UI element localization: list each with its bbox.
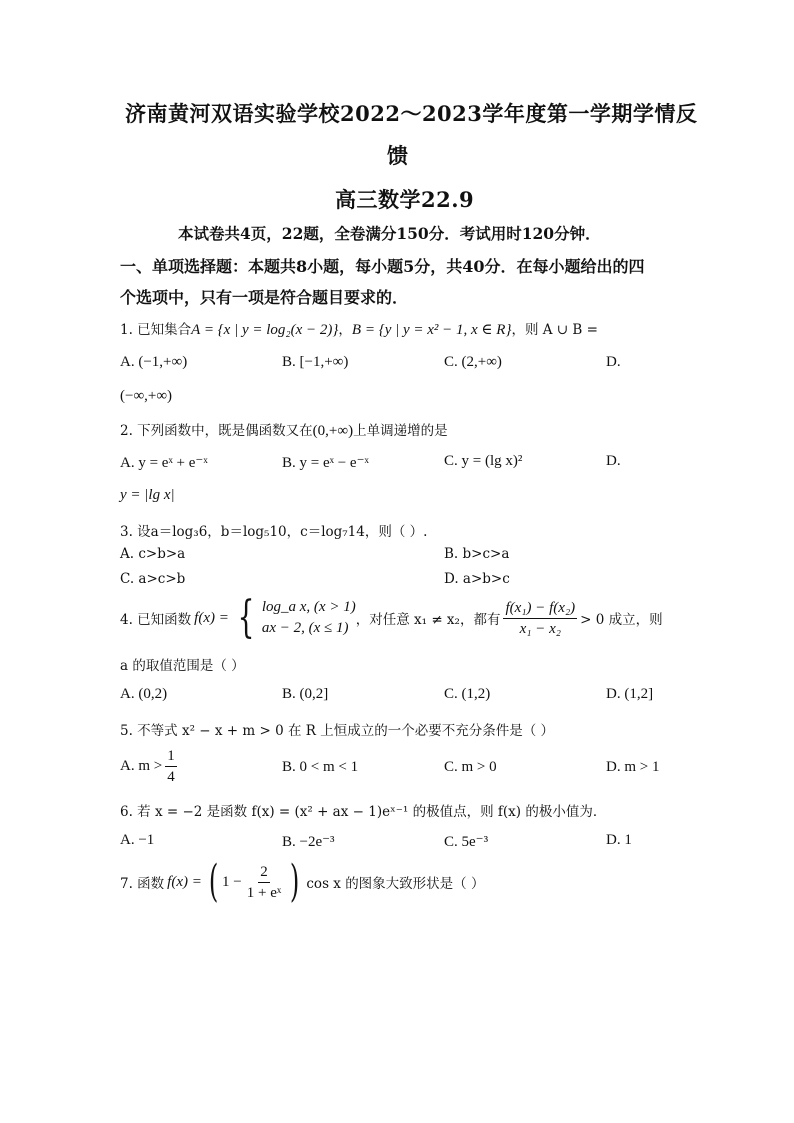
right-paren-icon: ): [290, 856, 300, 907]
q6-option-d: D. 1: [606, 832, 632, 848]
question-3: 3. 设a＝log₃6，b＝log₅10，c＝log₇14，则（ ）.: [120, 524, 428, 540]
q4-middle: ，对任意 x₁ ≠ x₂，都有: [355, 612, 501, 628]
q3-option-c: C. a>c>b: [120, 571, 186, 587]
q1-set-a: A = {x | y = log₂(x − 2)}: [191, 322, 339, 338]
section-heading-line1: 一、单项选择题：本题共8小题，每小题5分，共40分．在每小题给出的四: [120, 257, 645, 276]
q6-option-a: A. −1: [120, 832, 155, 848]
q1-option-a: A. (−1,+∞): [120, 354, 188, 370]
q5-option-a-prefix: A. m >: [120, 758, 163, 774]
q4-option-a: A. (0,2): [120, 686, 168, 702]
question-6: 6. 若 x = −2 是函数 f(x) = (x² + ax − 1)eˣ⁻¹ 的极值点，则 f(x) 的极小值为．: [120, 804, 607, 820]
q5-option-a-fraction: [165, 747, 177, 786]
q7-suffix: cos x 的图象大致形状是（ ）: [306, 876, 485, 892]
q4-case-1: log_a x, (x > 1): [261, 599, 356, 615]
q4-fx: f(x) =: [194, 609, 229, 626]
question-4: [120, 592, 663, 643]
section-heading-line2: 个选项中，只有一项是符合题目要求的．: [120, 288, 409, 307]
q3-option-b: B. b>c>a: [444, 546, 510, 562]
q1-option-d-value: (−∞,+∞): [120, 388, 173, 404]
q4-line2: a 的取值范围是（ ）: [120, 658, 245, 674]
q4-frac-den: x₁ − x₂: [519, 620, 561, 637]
question-1: [120, 318, 598, 339]
q4-option-b: B. (0,2]: [282, 686, 329, 702]
q2-option-d: D.: [606, 453, 621, 469]
q1-comma: ，: [338, 322, 352, 338]
q4-option-d: D. (1,2]: [606, 686, 654, 702]
q2-option-d-value: y = |lg x|: [120, 487, 175, 503]
q1-prefix: 1. 已知集合: [120, 322, 192, 338]
q2-option-c: C. y = (lg x)²: [444, 453, 523, 469]
q2-stem-a: 2. 下列函数中，既是偶函数又在: [120, 423, 313, 439]
q4-case-2: ax − 2, (x ≤ 1): [261, 620, 349, 636]
q7-fraction: [245, 863, 283, 902]
exam-title-line2: 馈: [387, 143, 409, 168]
q4-prefix: 4. 已知函数: [120, 612, 192, 628]
q2-option-b: B. y = eˣ − e⁻ˣ: [282, 455, 369, 471]
exam-info: 本试卷共4页，22题，全卷满分150分．考试用时120分钟．: [178, 224, 601, 243]
q4-fraction: [503, 599, 577, 638]
q4-suffix: > 0 成立，则: [580, 612, 663, 628]
q7-frac-den: 1 + eˣ: [246, 884, 282, 901]
q5-option-a: [120, 747, 180, 786]
q2-interval: (0,+∞): [312, 423, 354, 439]
question-7: [120, 856, 485, 907]
q7-prefix: 7. 函数: [120, 876, 165, 892]
q4-option-c: C. (1,2): [444, 686, 491, 702]
exam-title-line1: 济南黄河双语实验学校2022～2023学年度第一学期学情反: [125, 101, 698, 126]
q4-frac-num: f(x₁) − f(x₂): [503, 599, 577, 619]
q2-option-a: A. y = eˣ + e⁻ˣ: [120, 455, 208, 471]
q1-suffix: ，则 A ∪ B =: [511, 322, 598, 338]
q3-option-d: D. a>b>c: [444, 571, 510, 587]
q1-set-b: B = {y | y = x² − 1, x ∈ R}: [351, 322, 512, 338]
left-paren-icon: (: [208, 856, 219, 907]
q5-option-b: B. 0 < m < 1: [282, 759, 359, 775]
q2-stem-b: 上单调递增的是: [353, 423, 448, 439]
question-5: 5. 不等式 x² − x + m > 0 在 R 上恒成立的一个必要不充分条件是（ ）: [120, 723, 555, 739]
q7-frac-num: 2: [258, 863, 270, 883]
q5-option-c: C. m > 0: [444, 759, 497, 775]
q5-option-d: D. m > 1: [606, 759, 660, 775]
q6-option-b: B. −2e⁻³: [282, 834, 335, 850]
q7-one-minus: 1 −: [222, 873, 242, 890]
q1-option-c: C. (2,+∞): [444, 354, 502, 370]
q5-frac-num: 1: [165, 747, 177, 767]
q1-option-b: B. [−1,+∞): [282, 354, 349, 370]
left-brace-icon: {: [237, 592, 255, 643]
q3-option-a: A. c>b>a: [120, 546, 186, 562]
q4-piecewise: [232, 592, 356, 643]
question-2: [120, 419, 448, 440]
q5-frac-den: 4: [167, 769, 175, 785]
q6-option-c: C. 5e⁻³: [444, 834, 489, 850]
exam-subtitle: 高三数学22.9: [335, 187, 475, 212]
q7-fx: f(x) =: [167, 873, 202, 890]
q1-option-d: D.: [606, 354, 621, 370]
